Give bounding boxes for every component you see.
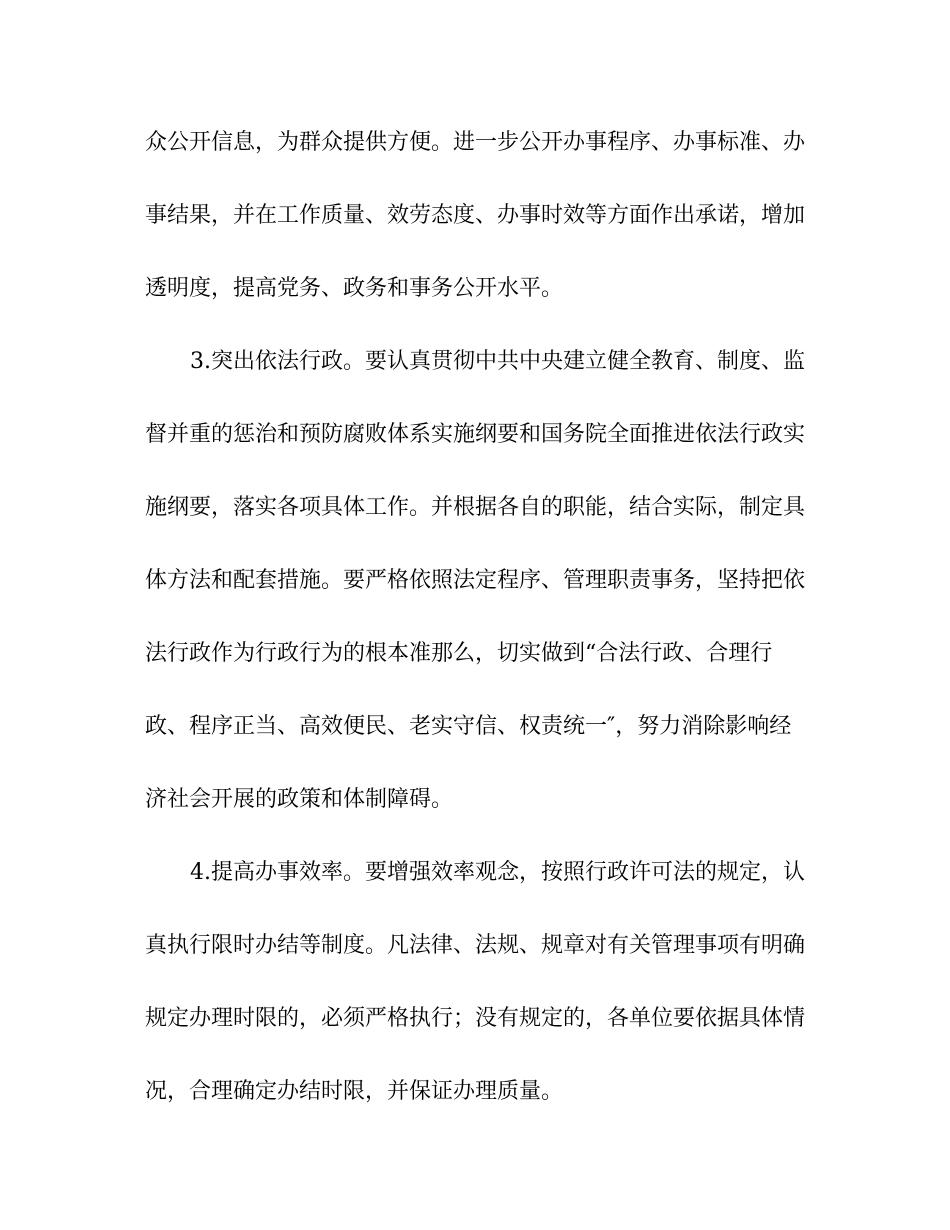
text-line: 规定办理时限的，必须严格执行；没有规定的，各单位要依据具体情 (145, 1006, 806, 1031)
text-line: 况，合理确定办结时限，并保证办理质量。 (145, 1079, 564, 1104)
text-line: 众公开信息，为群众提供方便。进一步公开办事程序、办事标准、办 (145, 130, 806, 155)
text-line: 政、程序正当、高效便民、老实守信、权责统一″，努力消除影响经 (145, 714, 792, 739)
text-line: 济社会开展的政策和体制障碍。 (145, 787, 454, 812)
text-line: 督并重的惩治和预防腐败体系实施纲要和国务院全面推进依法行政实 (145, 422, 806, 447)
section-heading-line: 4.提高办事效率。要增强效率观念，按照行政许可法的规定，认 (190, 860, 805, 885)
text-line: 法行政作为行政行为的根本准那么，切实做到“合法行政、合理行 (145, 641, 773, 666)
text-line: 体方法和配套措施。要严格依照法定程序、管理职责事务，坚持把依 (145, 568, 806, 593)
section-heading-line: 3.突出依法行政。要认真贯彻中共中央建立健全教育、制度、监 (190, 349, 805, 374)
text-line: 事结果，并在工作质量、效劳态度、办事时效等方面作出承诺，增加 (145, 203, 806, 228)
text-line: 真执行限时办结等制度。凡法律、法规、规章对有关管理事项有明确 (145, 933, 806, 958)
text-line: 透明度，提高党务、政务和事务公开水平。 (145, 276, 564, 301)
text-line: 施纲要，落实各项具体工作。并根据各自的职能，结合实际，制定具 (145, 495, 806, 520)
